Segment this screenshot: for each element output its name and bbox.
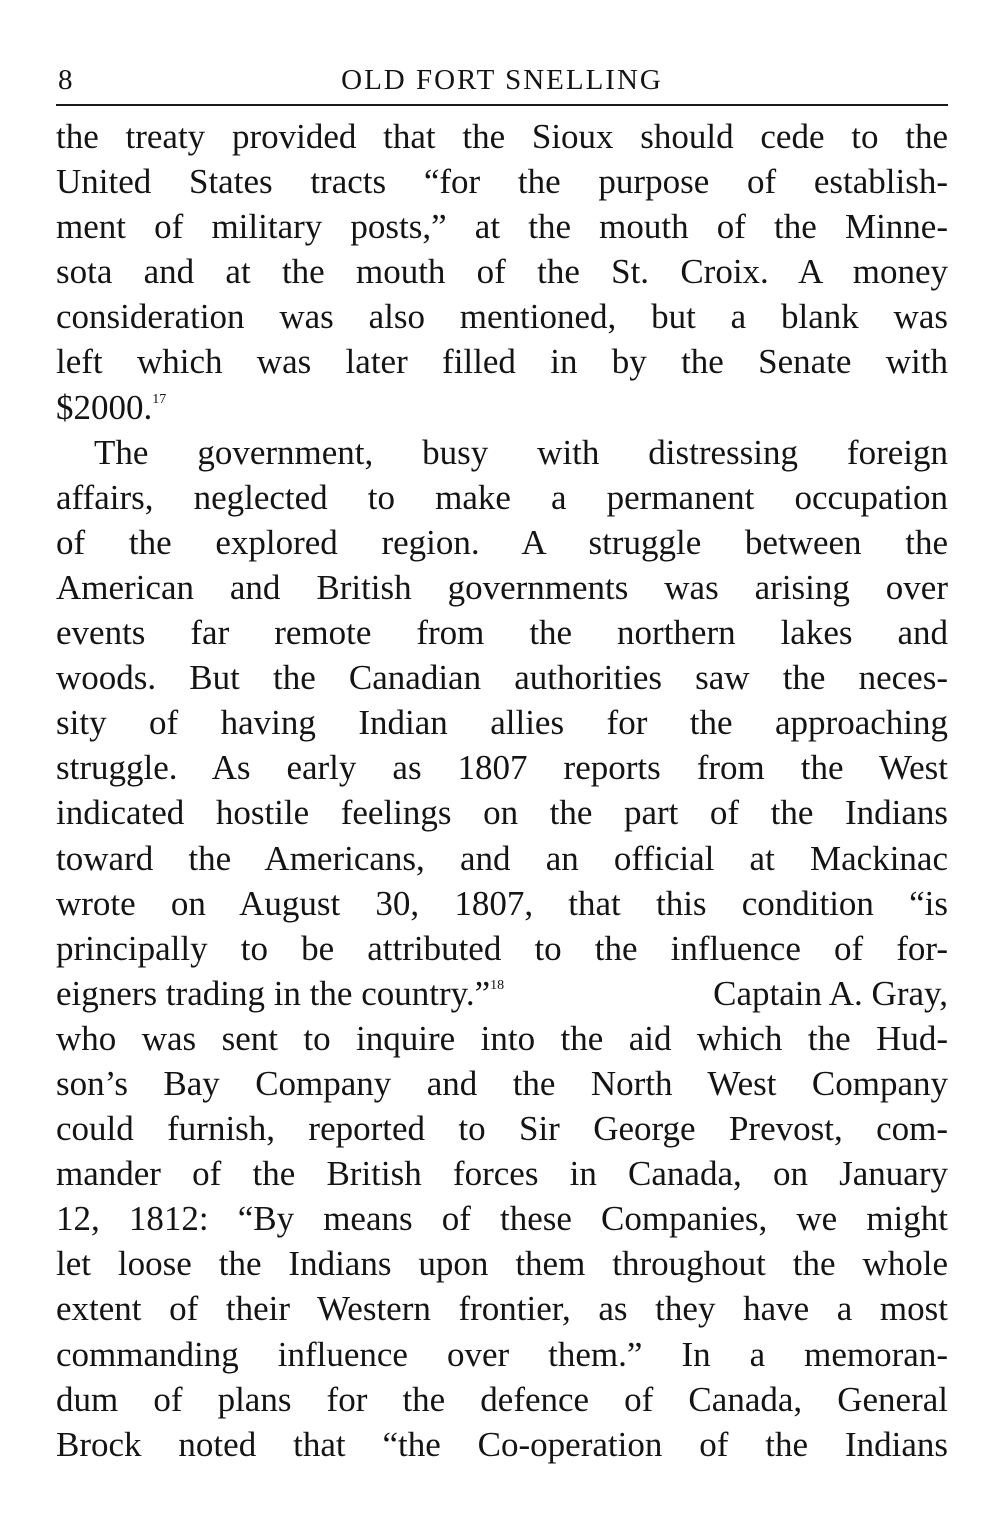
text-line: Brock noted that “the Co-operation of the Indians — [56, 1424, 948, 1464]
text-line: could furnish, reported to Sir George Prevost, com- — [56, 1109, 948, 1149]
book-page — [56, 56, 948, 1467]
text-line: commanding influence over them.” In a memoran- — [56, 1334, 948, 1374]
text-line: affairs, neglected to make a permanent occupation — [56, 477, 948, 517]
text-line: mander of the British forces in Canada, on January — [56, 1154, 948, 1194]
page-number: 8 — [58, 64, 74, 96]
text-line — [56, 971, 948, 1016]
text-line-start: eigners trading in the country.” — [56, 973, 491, 1013]
text-line: American and British governments was arising over — [56, 567, 948, 607]
footnote-ref-18: 18 — [490, 977, 505, 993]
text-line: who was sent to inquire into the aid which the Hud- — [56, 1018, 948, 1058]
header-rule — [56, 104, 948, 106]
text-line — [56, 385, 948, 430]
text-line: left which was later filled in by the Senate with — [56, 342, 948, 382]
text-line: wrote on August 30, 1807, that this condition “is — [56, 883, 948, 923]
paragraph-2 — [56, 430, 948, 1467]
text-line: of the explored region. A struggle between the — [56, 522, 948, 562]
text-line-end: Captain A. Gray, — [713, 973, 948, 1013]
text-line: events far remote from the northern lakes and — [56, 613, 948, 653]
paragraph-1 — [56, 114, 948, 430]
text-line: toward the Americans, and an official at Mackinac — [56, 838, 948, 878]
text-line: consideration was also mentioned, but a blank was — [56, 297, 948, 337]
text-line: United States tracts “for the purpose of establish- — [56, 162, 948, 202]
text-line: indicated hostile feelings on the part of the Indians — [56, 793, 948, 833]
text-line: son’s Bay Company and the North West Company — [56, 1063, 948, 1103]
text-line: The government, busy with distressing foreign — [94, 432, 948, 472]
footnote-ref-17: 17 — [152, 391, 167, 407]
body-text — [56, 114, 948, 1467]
text-line-content: $2000. — [56, 387, 153, 427]
text-line: sity of having Indian allies for the approaching — [56, 703, 948, 743]
text-line-content — [56, 971, 504, 1016]
running-head — [56, 56, 948, 104]
text-line: ment of military posts,” at the mouth of the Minne- — [56, 207, 948, 247]
text-line: sota and at the mouth of the St. Croix. A money — [56, 252, 948, 292]
text-line: the treaty provided that the Sioux should cede to the — [56, 117, 948, 156]
text-line: woods. But the Canadian authorities saw the neces- — [56, 658, 948, 698]
text-line: 12, 1812: “By means of these Companies, we might — [56, 1199, 948, 1239]
running-title: OLD FORT SNELLING — [341, 64, 663, 96]
text-line: dum of plans for the defence of Canada, General — [56, 1379, 948, 1419]
text-line: principally to be attributed to the influence of for- — [56, 928, 948, 968]
text-line: struggle. As early as 1807 reports from the West — [56, 748, 948, 788]
text-line: let loose the Indians upon them throughout the whole — [56, 1244, 948, 1284]
text-line: extent of their Western frontier, as they have a most — [56, 1289, 948, 1329]
